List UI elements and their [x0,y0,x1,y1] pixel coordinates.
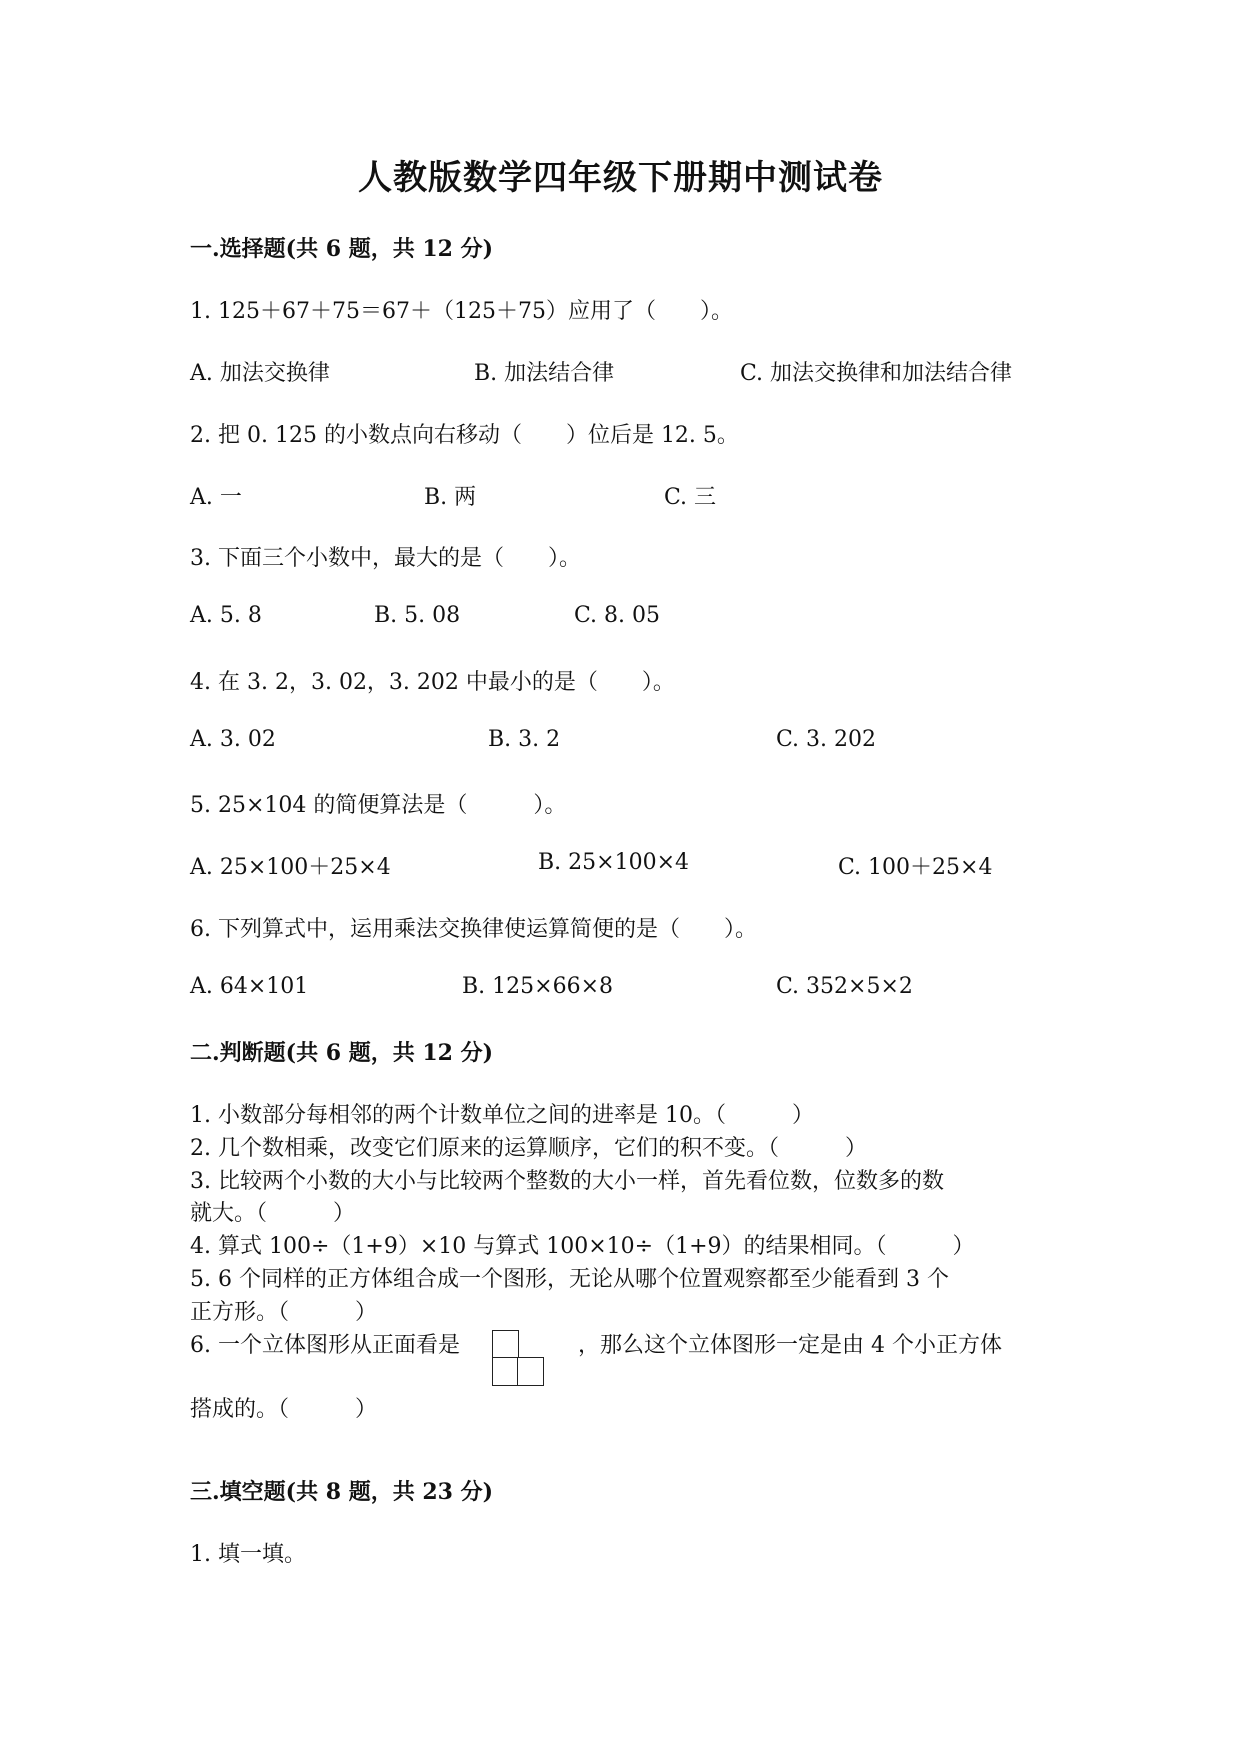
statement-line: ，那么这个立体图形一定是由 4 个小正方体 [578,1333,1002,1358]
option-a: A. 一 [190,485,242,510]
page-title: 人教版数学四年级下册期中测试卷 [358,158,883,198]
question-text: 3. 下面三个小数中，最大的是（ ）。 [190,546,581,571]
question-text: 6. 下列算式中，运用乘法交换律使运算简便的是（ ）。 [190,917,757,942]
option-b: B. 加法结合律 [474,361,615,386]
question-text: 2. 把 0. 125 的小数点向右移动（ ）位后是 12. 5。 [190,423,739,448]
figure-square [517,1357,544,1386]
option-c: C. 3. 202 [776,727,877,752]
option-a: A. 加法交换律 [190,361,330,386]
statement-line: 5. 6 个同样的正方体组合成一个图形，无论从哪个位置观察都至少能看到 3 个 [190,1267,949,1292]
statement-line: 6. 一个立体图形从正面看是 [190,1333,460,1358]
option-a: A. 5. 8 [190,603,262,628]
option-c: C. 8. 05 [574,603,661,628]
section-header-judgement: 二.判断题(共 6 题，共 12 分) [190,1040,494,1066]
statement-line: 正方形。（ ） [190,1300,378,1325]
question-text: 5. 25×104 的简便算法是（ ）。 [190,793,567,818]
question-text: 1. 125＋67＋75＝67＋（125＋75）应用了（ ）。 [190,299,733,324]
option-b: B. 两 [424,485,477,510]
question-text: 1. 填一填。 [190,1542,306,1567]
section-header-fill: 三.填空题(共 8 题，共 23 分) [190,1479,494,1505]
option-b: B. 3. 2 [488,727,561,752]
option-a: A. 3. 02 [190,727,276,752]
question-text: 4. 在 3. 2，3. 02，3. 202 中最小的是（ ）。 [190,670,675,695]
option-c: C. 三 [664,485,717,510]
option-c: C. 352×5×2 [776,974,913,999]
statement-line: 3. 比较两个小数的大小与比较两个整数的大小一样，首先看位数，位数多的数 [190,1169,944,1194]
statement-line: 搭成的。（ ） [190,1397,378,1422]
section-header-choice: 一.选择题(共 6 题，共 12 分) [190,236,494,262]
figure-square [492,1357,519,1386]
option-c: C. 100＋25×4 [838,855,993,880]
statement-line: 1. 小数部分每相邻的两个计数单位之间的进率是 10。（ ） [190,1103,814,1128]
figure-square [492,1330,519,1359]
option-b: B. 5. 08 [374,603,461,628]
statement-line: 就大。（ ） [190,1201,356,1226]
front-view-figure [492,1330,544,1386]
statement-line: 4. 算式 100÷（1+9）×10 与算式 100×10÷（1+9）的结果相同。（ ） [190,1234,975,1259]
option-b: B. 125×66×8 [462,974,614,999]
statement-line: 2. 几个数相乘，改变它们原来的运算顺序，它们的积不变。（ ） [190,1136,867,1161]
option-b: B. 25×100×4 [538,850,690,875]
option-a: A. 64×101 [190,974,309,999]
option-c: C. 加法交换律和加法结合律 [740,361,1013,386]
option-a: A. 25×100＋25×4 [190,855,391,880]
